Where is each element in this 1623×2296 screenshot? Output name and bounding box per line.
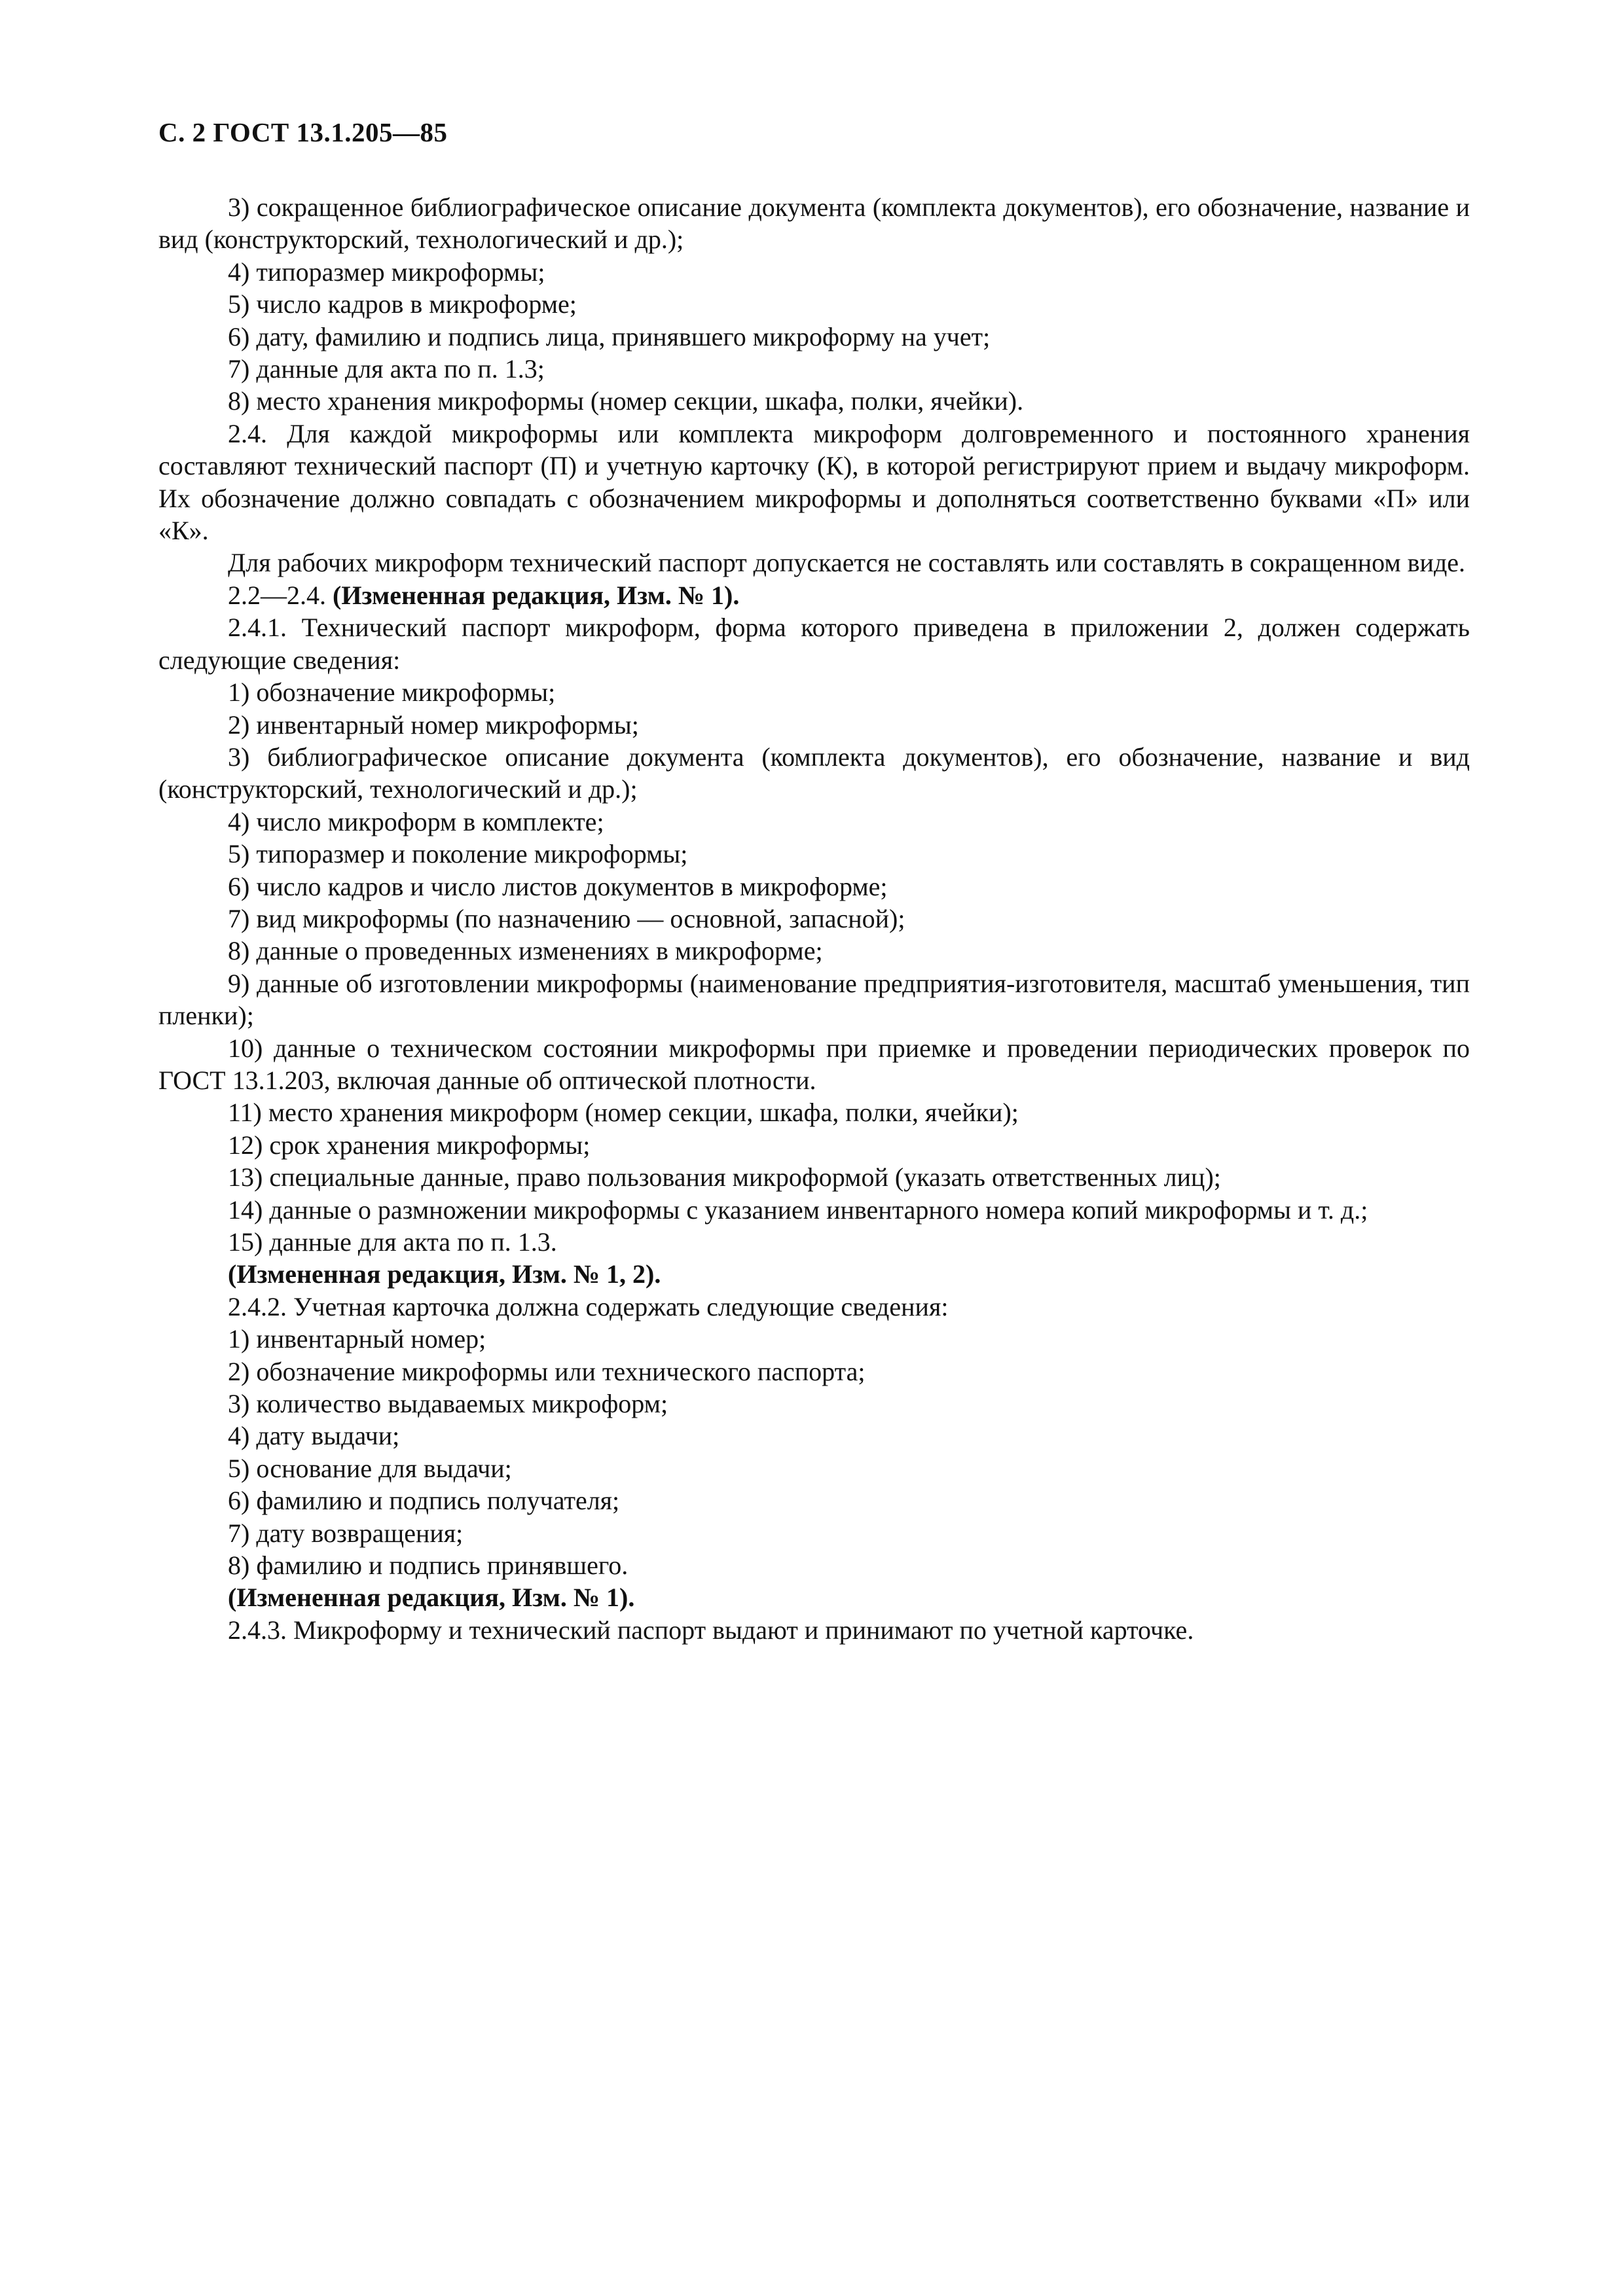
paragraph (158, 1096, 1470, 1128)
paragraph (158, 1323, 1470, 1355)
paragraph-text: 8) фамилию и подпись принявшего. (228, 1551, 629, 1581)
paragraph (158, 1484, 1470, 1516)
paragraph (158, 1452, 1470, 1484)
paragraph (158, 1614, 1470, 1646)
paragraph-text: 1) обозначение микроформы; (228, 677, 556, 708)
paragraph-text: 15) данные для акта по п. 1.3. (228, 1227, 557, 1257)
paragraph (158, 385, 1470, 417)
paragraph (158, 418, 1470, 547)
paragraph (158, 1581, 1470, 1613)
paragraph (158, 1258, 1470, 1290)
paragraph (158, 709, 1470, 741)
paragraph (158, 903, 1470, 935)
paragraph-text: 2.2—2.4. (228, 580, 333, 610)
amendment-note: (Измененная редакция, Изм. № 1, 2). (228, 1259, 661, 1289)
paragraph (158, 579, 1470, 611)
paragraph (158, 741, 1470, 806)
paragraph (158, 1420, 1470, 1452)
paragraph-text: 5) типоразмер и поколение микроформы; (228, 839, 688, 869)
paragraph-text: 2.4.3. Микроформу и технический паспорт выдают и принимают по учетной карточке. (228, 1615, 1194, 1645)
paragraph (158, 1129, 1470, 1161)
paragraph-text: 6) число кадров и число листов документов в микроформе; (228, 871, 888, 901)
paragraph-text: 6) дату, фамилию и подпись лица, принявшего микроформу на учет; (228, 321, 991, 351)
paragraph-text: 3) библиографическое описание документа (комплекта документов), его обозначение, название и вид (конструкторский, технологический и др.); (158, 742, 1470, 804)
paragraph-text: 2.4.1. Технический паспорт микроформ, форма которого приведена в приложении 2, должен содержать следующие сведения: (158, 613, 1470, 675)
paragraph-text: 14) данные о размножении микроформы с указанием инвентарного номера копий микроформы и т. д.; (228, 1194, 1368, 1225)
paragraph-text: 4) число микроформ в комплекте; (228, 806, 604, 836)
paragraph (158, 547, 1470, 579)
paragraph (158, 1226, 1470, 1258)
paragraph (158, 870, 1470, 903)
paragraph-text: 2.4.2. Учетная карточка должна содержать следующие сведения: (228, 1291, 949, 1321)
paragraph (158, 321, 1470, 353)
paragraph-text: 8) место хранения микроформы (номер секции, шкафа, полки, ячейки). (228, 386, 1024, 416)
paragraph-text: 1) инвентарный номер; (228, 1324, 486, 1354)
paragraph (158, 1549, 1470, 1581)
paragraph (158, 191, 1470, 256)
paragraph (158, 288, 1470, 320)
page-header: С. 2 ГОСТ 13.1.205—85 (158, 117, 448, 147)
paragraph (158, 806, 1470, 838)
paragraph-text: 5) основание для выдачи; (228, 1453, 512, 1483)
paragraph-text: 9) данные об изготовлении микроформы (наименование предприятия-изготовителя, масштаб уменьшения, тип пленки); (158, 968, 1470, 1031)
paragraph-text: 5) число кадров в микроформе; (228, 289, 577, 319)
paragraph (158, 967, 1470, 1032)
paragraph (158, 1291, 1470, 1323)
paragraph-text: 2.4. Для каждой микроформы или комплекта микроформ долговременного и постоянного хранения составляют технический паспорт (П) и учетную карточку (К), в которой регистрируют прием и выдачу микроформ. Их обозначение должно совпадать с обозначением микроформы и дополняться соответственно буквами «П» или «К». (158, 418, 1470, 546)
paragraph (158, 1517, 1470, 1549)
paragraph-text: 2) инвентарный номер микроформы; (228, 709, 639, 740)
amendment-note: (Измененная редакция, Изм. № 1). (228, 1583, 635, 1613)
paragraph-text: 13) специальные данные, право пользования микроформой (указать ответственных лиц); (228, 1162, 1221, 1193)
paragraph (158, 353, 1470, 385)
paragraph (158, 1032, 1470, 1097)
paragraph (158, 611, 1470, 676)
paragraph-text: 2) обозначение микроформы или технического паспорта; (228, 1356, 866, 1386)
paragraph-text: 11) место хранения микроформ (номер секции, шкафа, полки, ячейки); (228, 1098, 1019, 1128)
paragraph-text: 7) вид микроформы (по назначению — основной, запасной); (228, 903, 905, 933)
paragraph (158, 256, 1470, 288)
paragraph-text: 7) дату возвращения; (228, 1518, 464, 1548)
paragraph (158, 1161, 1470, 1193)
document-body (158, 191, 1470, 1646)
paragraph-text: 3) сокращенное библиографическое описание документа (комплекта документов), его обозначение, название и вид (конструкторский, технологический и др.); (158, 192, 1470, 255)
paragraph-text: 10) данные о техническом состоянии микроформы при приемке и проведении периодических проверок по ГОСТ 13.1.203, включая данные об оптической плотности. (158, 1033, 1470, 1095)
paragraph-text: 4) типоразмер микроформы; (228, 257, 545, 287)
paragraph-text: 6) фамилию и подпись получателя; (228, 1486, 620, 1516)
paragraph-text: 7) данные для акта по п. 1.3; (228, 354, 545, 384)
paragraph (158, 1355, 1470, 1388)
paragraph-text: 4) дату выдачи; (228, 1421, 400, 1451)
paragraph (158, 1388, 1470, 1420)
paragraph-text: 8) данные о проведенных изменениях в микроформе; (228, 936, 823, 966)
paragraph (158, 838, 1470, 870)
paragraph (158, 935, 1470, 967)
paragraph-text: 12) срок хранения микроформы; (228, 1130, 591, 1160)
paragraph (158, 676, 1470, 708)
paragraph-text: Для рабочих микроформ технический паспорт допускается не составлять или составлять в сокращенном виде. (228, 548, 1466, 578)
paragraph (158, 1194, 1470, 1226)
amendment-note: (Измененная редакция, Изм. № 1). (333, 580, 740, 610)
paragraph-text: 3) количество выдаваемых микроформ; (228, 1389, 668, 1419)
